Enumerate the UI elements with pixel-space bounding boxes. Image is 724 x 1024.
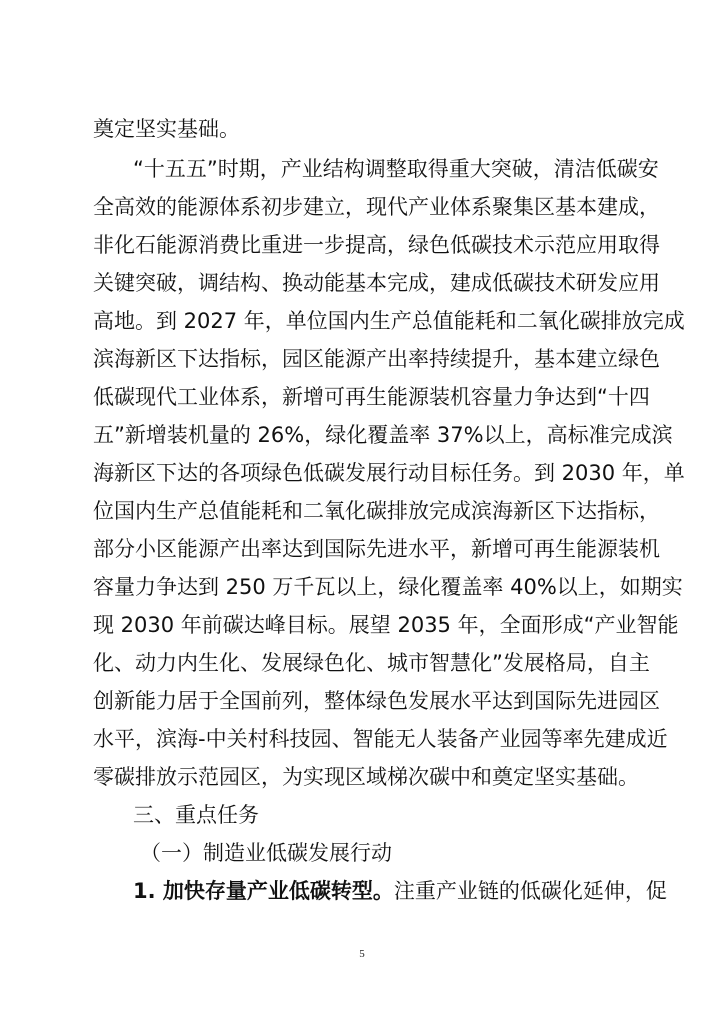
- paragraph-line: 部分小区能源产出率达到国际先进水平，新增可再生能源装机: [93, 537, 660, 561]
- paragraph-line: 化、动力内生化、发展绿色化、城市智慧化”发展格局，自主: [93, 651, 650, 675]
- paragraph-line: 滨海新区下达指标，园区能源产出率持续提升，基本建立绿色: [93, 347, 660, 371]
- item-text: 注重产业链的低碳化延伸，促: [393, 879, 667, 903]
- item-paragraph-line: [133, 874, 667, 908]
- item-heading: 1. 加快存量产业低碳转型。: [133, 879, 394, 903]
- paragraph-line: 非化石能源消费比重进一步提高，绿色低碳技术示范应用取得: [93, 233, 660, 257]
- paragraph-line: 现 2030 年前碳达峰目标。展望 2035 年，全面形成“产业智能: [93, 613, 679, 637]
- paragraph-line: “十五五”时期，产业结构调整取得重大突破，清洁低碳安: [133, 157, 659, 181]
- paragraph-line: 创新能力居于全国前列，整体绿色发展水平达到国际先进园区: [93, 689, 660, 713]
- subsection-heading: （一）制造业低碳发展行动: [140, 841, 392, 865]
- paragraph-line: 位国内生产总值能耗和二氧化碳排放完成滨海新区下达指标，: [93, 499, 660, 523]
- paragraph-line: 全高效的能源体系初步建立，现代产业体系聚集区基本建成，: [93, 195, 660, 219]
- paragraph-line: 低碳现代工业体系，新增可再生能源装机容量力争达到“十四: [93, 385, 650, 409]
- paragraph-line: 奠定坚实基础。: [93, 117, 240, 141]
- page-number: 5: [359, 948, 365, 960]
- section-heading: 三、重点任务: [133, 803, 259, 827]
- paragraph-line: 关键突破，调结构、换动能基本完成，建成低碳技术研发应用: [93, 271, 660, 295]
- paragraph-line: 水平，滨海-中关村科技园、智能无人装备产业园等率先建成近: [93, 727, 668, 751]
- paragraph-line: 高地。到 2027 年，单位国内生产总值能耗和二氧化碳排放完成: [93, 309, 685, 333]
- paragraph-line: 零碳排放示范园区，为实现区域梯次碳中和奠定坚实基础。: [93, 765, 639, 789]
- paragraph-line: 五”新增装机量的 26%，绿化覆盖率 37%以上，高标准完成滨: [93, 423, 673, 447]
- paragraph-line: 容量力争达到 250 万千瓦以上，绿化覆盖率 40%以上，如期实: [93, 575, 683, 599]
- paragraph-line: 海新区下达的各项绿色低碳发展行动目标任务。到 2030 年，单: [93, 461, 685, 485]
